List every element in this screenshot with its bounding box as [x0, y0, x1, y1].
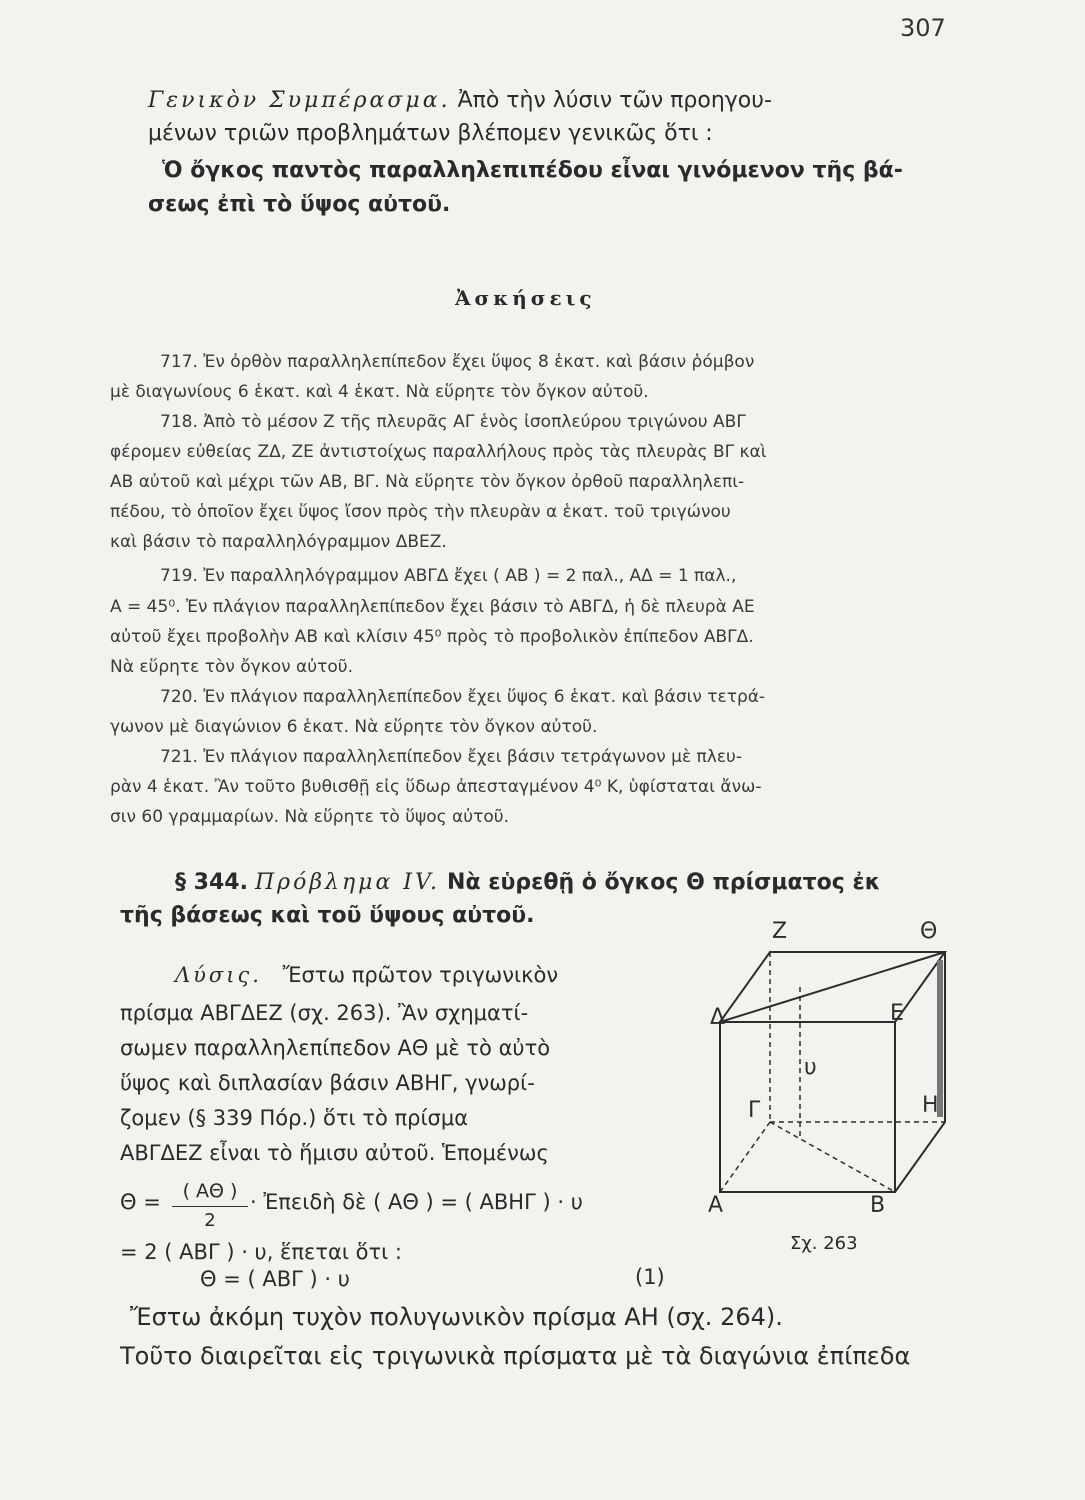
- label-Gamma: Γ: [748, 1098, 761, 1123]
- conclusion-title: Γενικὸν Συμπέρασμα.: [148, 88, 451, 113]
- exercise-line: αὐτοῦ ἔχει προβολὴν ΑΒ καὶ κλίσιν 45⁰ πρὸς τὸ προβολικὸν ἐπίπεδον ΑΒΓΔ.: [110, 627, 754, 647]
- solution-text-1: Ἔστω πρῶτον τριγωνικὸν: [282, 963, 559, 987]
- equation-number: (1): [635, 1265, 665, 1289]
- fraction-rest: · Ἐπειδὴ δὲ ( ΑΘ ) = ( ΑΒΗΓ ) · υ: [250, 1190, 583, 1214]
- solution-line: πρίσμα ΑΒΓΔΕΖ (σχ. 263). Ἂν σχηματί-: [120, 1001, 529, 1025]
- section-number: § 344.: [175, 870, 248, 895]
- conclusion-text-1: Ἀπὸ τὴν λύσιν τῶν προηγου-: [457, 88, 772, 113]
- front-face: [720, 1022, 895, 1192]
- problem-label: Πρόβλημα IV.: [254, 870, 441, 895]
- final-line: Τοῦτο διαιρεῖται εἰς τριγωνικὰ πρίσματα μὲ τὰ διαγώνια ἐπίπεδα: [120, 1342, 911, 1370]
- hidden-left-edge: [720, 1122, 770, 1192]
- conclusion-line-1: [148, 88, 772, 113]
- label-H: Η: [922, 1093, 939, 1118]
- solution-line-1: [175, 963, 558, 987]
- exercise-line: Νὰ εὕρητε τὸν ὄγκον αὐτοῦ.: [110, 657, 353, 677]
- fraction-lhs: Θ =: [120, 1190, 161, 1214]
- problem-title-1: Νὰ εὑρεθῇ ὁ ὄγκος Θ πρίσματος ἐκ: [447, 870, 881, 895]
- label-A: Α: [708, 1193, 724, 1218]
- exercises-heading: Ἀσκήσεις: [455, 286, 596, 310]
- top-diagonal: [720, 952, 945, 1022]
- fraction-denominator: 2: [204, 1210, 216, 1231]
- solution-line: σωμεν παραλληλεπίπεδον ΑΘ μὲ τὸ αὐτὸ: [120, 1036, 551, 1060]
- final-line: Ἔστω ἀκόμη τυχὸν πολυγωνικὸν πρίσμα ΑΗ (σχ. 264).: [130, 1303, 783, 1331]
- page-number: 307: [900, 14, 946, 42]
- exercise-line: 717. Ἐν ὀρθὸν παραλληλεπίπεδον ἔχει ὕψος 8 ἑκατ. καὶ βάσιν ῥόμβον: [160, 352, 755, 372]
- exercise-line: 720. Ἐν πλάγιον παραλληλεπίπεδον ἔχει ὕψος 6 ἑκατ. καὶ βάσιν τετρά-: [160, 687, 766, 707]
- exercise-line: ρὰν 4 ἑκατ. Ἂν τοῦτο βυθισθῇ εἰς ὕδωρ ἀπεσταγμένον 4⁰ Κ, ὑφίσταται ἄνω-: [110, 777, 762, 797]
- label-B: Β: [870, 1193, 886, 1218]
- label-Delta: Δ: [710, 1005, 726, 1030]
- volume-formula: Θ = ( ΑΒΓ ) · υ: [200, 1267, 350, 1291]
- label-Theta: Θ: [920, 919, 938, 944]
- conclusion-line-2: μένων τριῶν προβλημάτων βλέπομεν γενικῶς ὅτι :: [148, 121, 713, 146]
- exercise-line: φέρομεν εὐθείας ΖΔ, ΖΕ ἀντιστοίχως παραλλήλους πρὸς τὰς πλευρὰς ΒΓ καὶ: [110, 442, 767, 462]
- exercise-line: 719. Ἐν παραλληλόγραμμον ΑΒΓΔ ἔχει ( ΑΒ ) = 2 παλ., ΑΔ = 1 παλ.,: [160, 566, 737, 586]
- prism-figure: [700, 912, 960, 1242]
- label-E: Ε: [890, 1001, 904, 1026]
- exercise-line: σιν 60 γραμμαρίων. Νὰ εὕρητε τὸ ὕψος αὐτοῦ.: [110, 807, 509, 827]
- solution-label: Λύσις.: [175, 963, 262, 987]
- conclusion-bold-2: σεως ἐπὶ τὸ ὕψος αὐτοῦ.: [148, 192, 451, 217]
- fraction-bar: [172, 1206, 248, 1207]
- exercise-line: 718. Ἀπὸ τὸ μέσον Ζ τῆς πλευρᾶς ΑΓ ἑνὸς ἰσοπλεύρου τριγώνου ΑΒΓ: [160, 412, 746, 432]
- hidden-diagonal: [770, 1122, 895, 1192]
- solution-line: ὕψος καὶ διπλασίαν βάσιν ΑΒΗΓ, γνωρί-: [120, 1071, 535, 1095]
- exercise-line: γωνον μὲ διαγώνιον 6 ἑκατ. Νὰ εὕρητε τὸν ὄγκον αὐτοῦ.: [110, 717, 598, 737]
- conclusion-bold-1: Ὁ ὄγκος παντὸς παραλληλεπιπέδου εἶναι γινόμενον τῆς βά-: [162, 158, 903, 183]
- exercise-line: ΑΒ αὐτοῦ καὶ μέχρι τῶν ΑΒ, ΒΓ. Νὰ εὕρητε τὸν ὄγκον ὀρθοῦ παραλληλεπι-: [110, 472, 745, 492]
- exercise-line: Α = 45⁰. Ἐν πλάγιον παραλληλεπίπεδον ἔχει βάσιν τὸ ΑΒΓΔ, ἡ δὲ πλευρὰ ΑΕ: [110, 597, 755, 617]
- solution-line: ΑΒΓΔΕΖ εἶναι τὸ ἥμισυ αὐτοῦ. Ἑπομένως: [120, 1141, 549, 1165]
- exercise-line: 721. Ἐν πλάγιον παραλληλεπίπεδον ἔχει βάσιν τετράγωνον μὲ πλευ-: [160, 747, 743, 767]
- label-Z: Ζ: [772, 919, 788, 944]
- problem-heading: [175, 870, 880, 895]
- solution-line-equals: = 2 ( ΑΒΓ ) · υ, ἕπεται ὅτι :: [120, 1240, 403, 1264]
- exercise-line: μὲ διαγωνίους 6 ἑκατ. καὶ 4 ἑκατ. Νὰ εὕρητε τὸν ὄγκον αὐτοῦ.: [110, 382, 649, 402]
- fraction-numerator: ( ΑΘ ): [182, 1180, 238, 1202]
- problem-title-2: τῆς βάσεως καὶ τοῦ ὕψους αὐτοῦ.: [120, 903, 535, 928]
- label-u: υ: [804, 1055, 817, 1080]
- exercise-line: πέδου, τὸ ὁποῖον ἔχει ὕψος ἴσον πρὸς τὴν πλευρὰν α ἑκατ. τοῦ τριγώνου: [110, 502, 731, 522]
- figure-caption: Σχ. 263: [790, 1233, 858, 1254]
- solution-line: ζομεν (§ 339 Πόρ.) ὅτι τὸ πρίσμα: [120, 1106, 469, 1130]
- exercise-line: καὶ βάσιν τὸ παραλληλόγραμμον ΔΒΕΖ.: [110, 532, 447, 552]
